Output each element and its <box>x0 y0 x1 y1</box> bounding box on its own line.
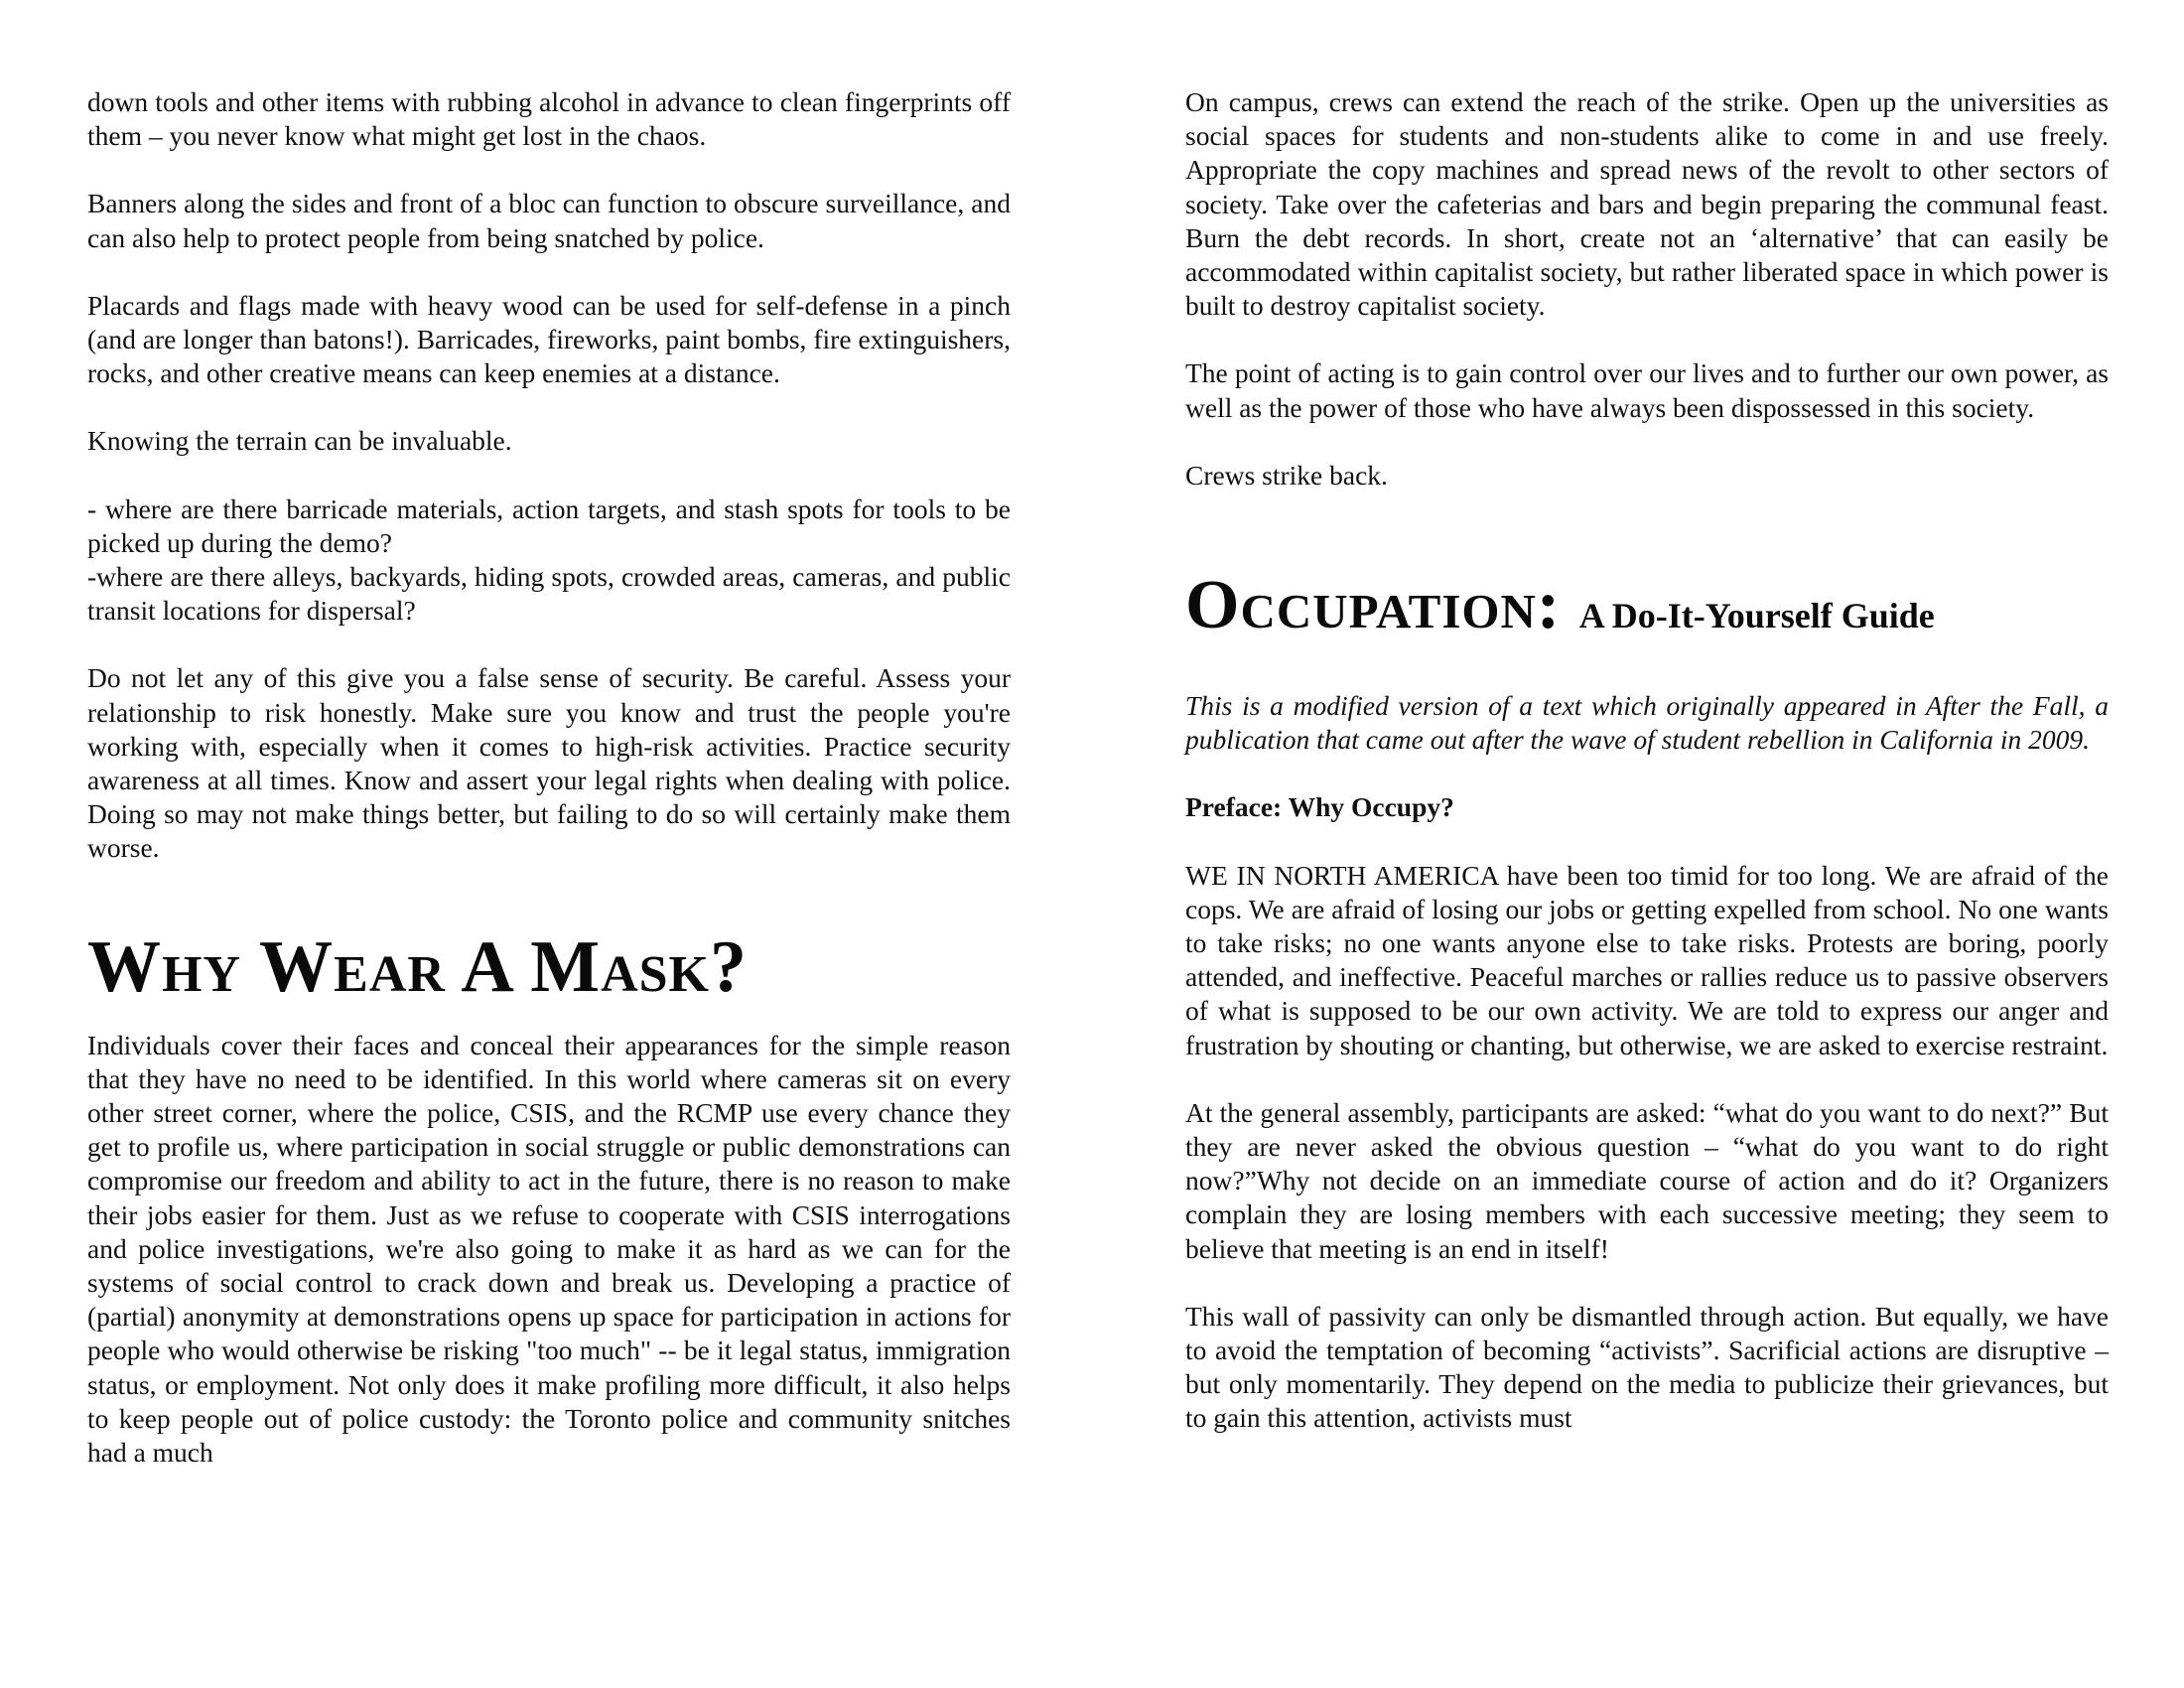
right-page <box>1185 85 2109 1470</box>
paragraph-security: Do not let any of this give you a false sense of security. Be careful. Assess your relationship to risk honestly. Make sure you know and trust the people you're working with, especially when it comes to high-risk activities. Practice security awareness at all times. Know and assert your legal rights when dealing with police. Doing so may not make things better, but failing to do so will certainly make them worse. <box>87 662 1011 864</box>
paragraph-preface-timid: WE IN NORTH AMERICA have been too timid for too long. We are afraid of the cops. We are afraid of losing our jobs or getting expelled from school. No one wants to take risks; no one wants anyone else to take risks. Protests are boring, poorly attended, and ineffective. Peaceful marches or rallies reduce us to passive observers of what is supposed to be our own activity. We are told to express our anger and frustration by shouting or chanting, but otherwise, we are asked to exercise restraint. <box>1185 859 2109 1060</box>
paragraph-fingerprints: down tools and other items with rubbing alcohol in advance to clean fingerprints off them – you never know what might get lost in the chaos. <box>87 86 1011 152</box>
left-page <box>87 85 1011 1503</box>
paragraph-terrain: Knowing the terrain can be invaluable. <box>87 425 512 457</box>
heading-occupation-subtitle: A Do-It-Yourself Guide <box>1578 596 1935 636</box>
paragraph-preface-passivity: This wall of passivity can only be dismantled through action. But equally, we have to avoid the temptation of becoming “activists”. Sacrificial actions are disruptive – but only momentarily. They depend on the media to publicize their grievances, but to gain this attention, activists must <box>1185 1300 2109 1434</box>
paragraph-campus: On campus, crews can extend the reach of the strike. Open up the universities as social spaces for students and non-students alike to come in and use freely. Appropriate the copy machines and spread news of the revolt to other sectors of society. Take over the cafeterias and bars and begin preparing the communal feast. Burn the debt records. In short, create not an ‘alternative’ that can easily be accommodated within capitalist society, but rather liberated space in which power is built to destroy capitalist society. <box>1185 86 2109 322</box>
paragraph-placards: Placards and flags made with heavy wood can be used for self-defense in a pinch (and are longer than batons!). Barricades, fireworks, paint bombs, fire extinguishers, rocks, and other creative means can keep enemies at a distance. <box>87 289 1011 389</box>
paragraph-mask: Individuals cover their faces and conceal their appearances for the simple reason that they have no need to be identified. In this world where cameras sit on every other street corner, where the police, CSIS, and the RCMP use every chance they get to profile us, where participation in social struggle or public demonstrations can compromise our freedom and ability to act in the future, there is no reason to make their jobs easier for them. Just as we refuse to cooperate with CSIS interrogations and police investigations, we're also going to make it as hard as we can for the systems of social control to crack down and break us. Developing a practice of (partial) anonymity at demonstrations opens up space for participation in actions for people who would otherwise be risking "too much" -- be it legal status, immigration status, or employment. Not only does it make profiling more difficult, it also helps to keep people out of police custody: the Toronto police and community snitches had a much <box>87 1029 1011 1469</box>
list-item-dispersal: -where are there alleys, backyards, hiding spots, crowded areas, cameras, and public transit locations for dispersal? <box>87 561 1011 627</box>
paragraph-banners: Banners along the sides and front of a bloc can function to obscure surveillance, and can also help to protect people from being snatched by police. <box>87 188 1011 253</box>
heading-preface: Preface: Why Occupy? <box>1185 791 1454 823</box>
paragraph-point-of-acting: The point of acting is to gain control over our lives and to further our own power, as well as the power of those who have always been dispossessed in this society. <box>1185 357 2109 423</box>
paragraph-intro: This is a modified version of a text which originally appeared in After the Fall, a publication that came out after the wave of student rebellion in California in 2009. <box>1185 690 2109 756</box>
paragraph-preface-assembly: At the general assembly, participants are asked: “what do you want to do next?” But they are never asked the obvious question – “what do you want to do right now?”Why not decide on an immediate course of action and do it? Organizers complain they are losing members with each successive meeting; they seem to believe that meeting is an end in itself! <box>1185 1096 2109 1264</box>
heading-occupation-title: Occupation: <box>1185 567 1562 644</box>
list-item-barricade-materials: - where are there barricade materials, action targets, and stash spots for tools to be picked up during the demo? <box>87 492 1011 558</box>
paragraph-crews-strike-back: Crews strike back. <box>1185 459 1388 491</box>
heading-occupation <box>1185 566 2109 655</box>
heading-why-wear-a-mask: Why Wear A Mask? <box>87 925 748 1008</box>
